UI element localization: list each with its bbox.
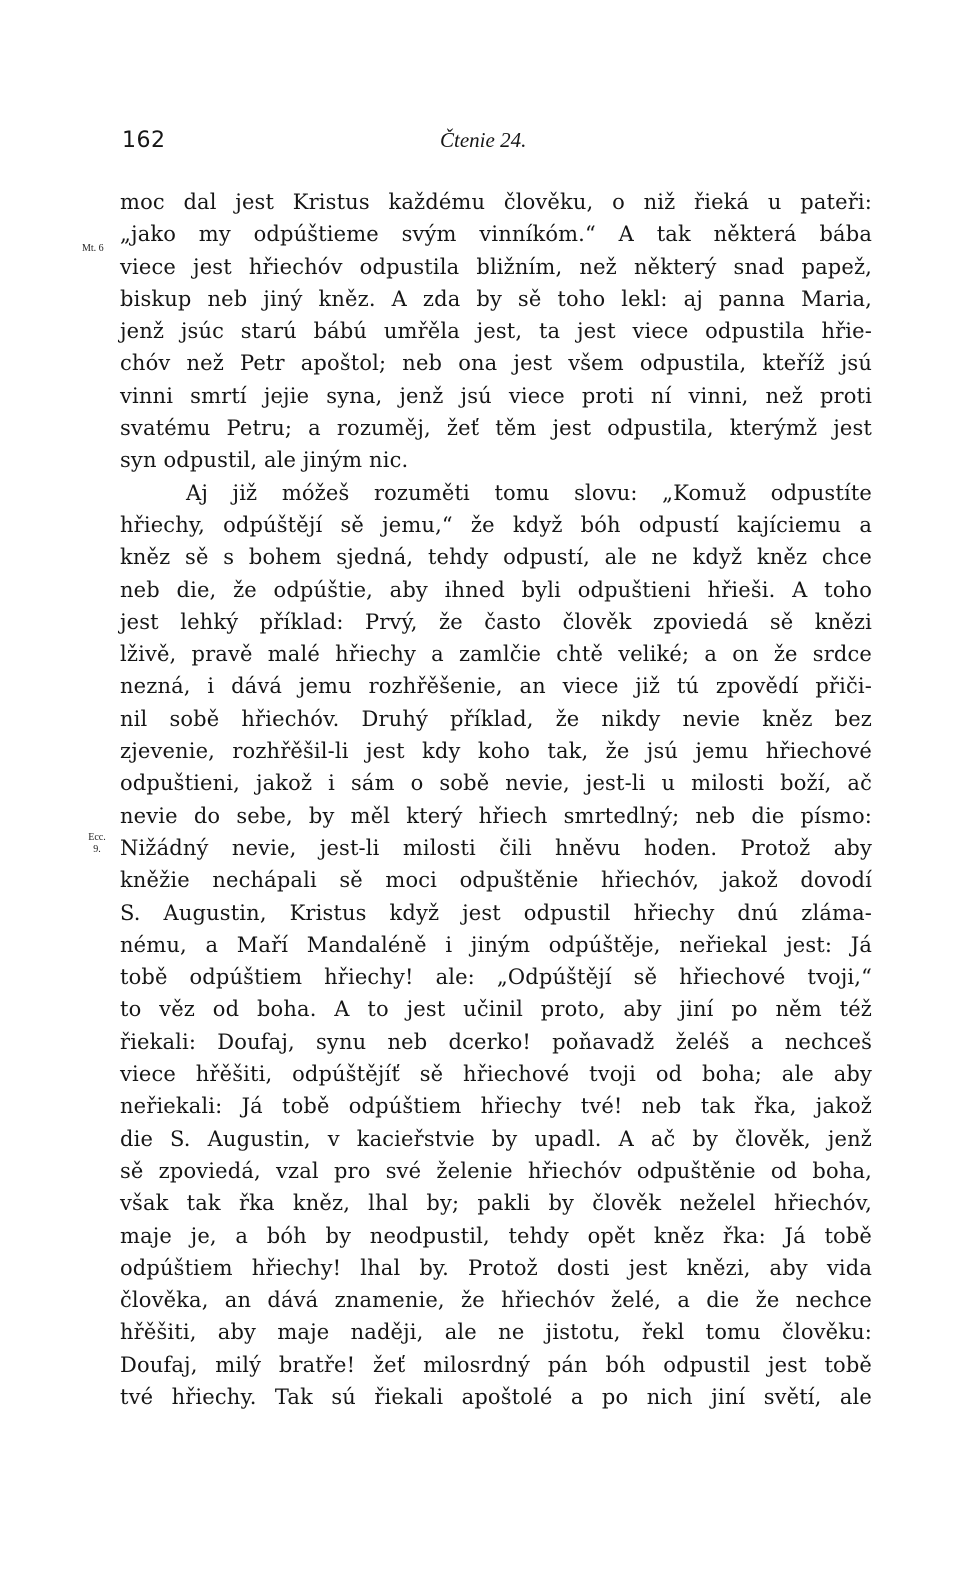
text-line: odpuštieni, jakož i sám o sobě nevie, jest-li u milosti boží, ač (120, 771, 872, 796)
text-line: vinni smrtí jejie syna, jenž jsú viece proti ní vinni, než proti (120, 383, 872, 408)
margin-note-ecclesiastes (83, 832, 111, 856)
text-line: tvé hřiechy. Tak sú řiekali apoštolé a po nich jiní světí, ale (120, 1384, 872, 1409)
text-line: nil sobě hřiechóv. Druhý příklad, že nikdy nevie kněz bez (120, 706, 872, 731)
text-line: řiekali: Doufaj, synu neb dcerko! poňavadž želéš a nechceš (120, 1029, 872, 1054)
running-title: Čtenie 24. (440, 128, 527, 152)
text-line: moc dal jest Kristus každému člověku, o niž řieká u pateři: (120, 190, 872, 214)
text-line: nevie do sebe, by měl který hřiech smrtedlný; neb die písmo: (120, 803, 872, 828)
text-line: Nižádný nevie, jest-li milosti čili hněvu hoden. Protož aby (120, 835, 872, 860)
text-line: člověka, an dává znamenie, že hřiechóv želé, a die že nechce (120, 1288, 872, 1313)
text-line: viece jest hřiechóv odpustila bližním, než některý snad papež, (120, 254, 872, 279)
margin-note-eccl-chapter: 9. (93, 844, 101, 855)
text-line: sě zpoviedá, vzal pro své želenie hřiechóv odpuštěnie od boha, (120, 1158, 872, 1183)
text-line: Doufaj, milý bratře! žeť milosrdný pán bóh odpustil jest tobě (120, 1352, 872, 1377)
text-line: jenž jsúc starú bábú umřěla jest, ta jest viece odpustila hřie- (120, 319, 872, 344)
page-number: 162 (122, 128, 166, 153)
paragraph-start-line: Aj již móžeš rozuměti tomu slovu: „Komuž odpustíte (186, 480, 872, 505)
text-line: syn odpustil, ale jiným nic. (120, 448, 409, 473)
text-line: svatému Petru; a rozuměj, žeť těm jest odpustila, kterýmž jest (120, 416, 872, 441)
page-header (122, 128, 862, 160)
text-line: to věz od boha. A to jest učinil proto, aby jiní po něm též (120, 997, 872, 1022)
text-line: hřěšiti, aby maje naději, ale ne jistotu, řekl tomu člověku: (120, 1320, 872, 1345)
text-line: kněžie nechápali sě moci odpuštěnie hřiechóv, jakož dovodí (120, 868, 872, 893)
text-line: neb die, že odpúštie, aby ihned byli odpuštieni hřieši. A toho (120, 577, 872, 602)
text-line: hřiechy, odpúštějí sě jemu,“ že když bóh odpustí kajíciemu a (120, 512, 872, 537)
text-line: „jako my odpúštieme svým vinníkóm.“ A tak některá bába (120, 222, 872, 247)
text-line: odpúštiem hřiechy! lhal by. Protož dosti jest knězi, aby vida (120, 1255, 872, 1280)
body-text (120, 186, 872, 1413)
margin-note-eccl-book: Ecc. (88, 832, 106, 843)
text-line: neřiekali: Já tobě odpúštiem hřiechy tvé! neb tak řka, jakož (120, 1094, 872, 1119)
text-line: biskup neb jiný kněz. A zda by sě toho lekl: aj panna Maria, (120, 286, 872, 311)
text-line: S. Augustin, Kristus když jest odpustil hřiechy dnú zláma- (120, 900, 872, 925)
text-line: kněz sě s bohem sjedná, tehdy odpustí, ale ne když kněz chce (120, 545, 872, 570)
text-line: maje je, a bóh by neodpustil, tehdy opět kněz řka: Já tobě (120, 1223, 872, 1248)
text-line: nezná, i dává jemu rozhřěšenie, an viece již tú zpovědí přiči- (120, 674, 872, 699)
text-line: lživě, pravě malé hřiechy a zamlčie chtě veliké; a on že srdce (120, 642, 872, 667)
text-line: zjevenie, rozhřěšil-li jest kdy koho tak, že jsú jemu hřiechové (120, 739, 872, 764)
text-line: tobě odpúštiem hřiechy! ale: „Odpúštějí sě hřiechové tvoji,“ (120, 965, 872, 990)
text-line: jest lehký příklad: Prvý, že často člověk zpoviedá sě knězi (120, 609, 872, 634)
text-line: chóv než Petr apoštol; neb ona jest všem odpustila, kteříž jsú (120, 351, 872, 376)
text-line: viece hřěšiti, odpúštějíť sě hřiechové tvoji od boha; ale aby (120, 1062, 872, 1087)
text-line: nému, a Maří Mandaléně i jiným odpúštěje, neřiekal jest: Já (120, 932, 872, 957)
margin-note-matthew: Mt. 6 (82, 243, 104, 254)
text-line: die S. Augustin, v kacieřstvie by upadl. A ač by člověk, jenž (120, 1126, 872, 1151)
text-line: však tak řka kněz, lhal by; pakli by člověk neželel hřiechóv, (120, 1191, 872, 1216)
